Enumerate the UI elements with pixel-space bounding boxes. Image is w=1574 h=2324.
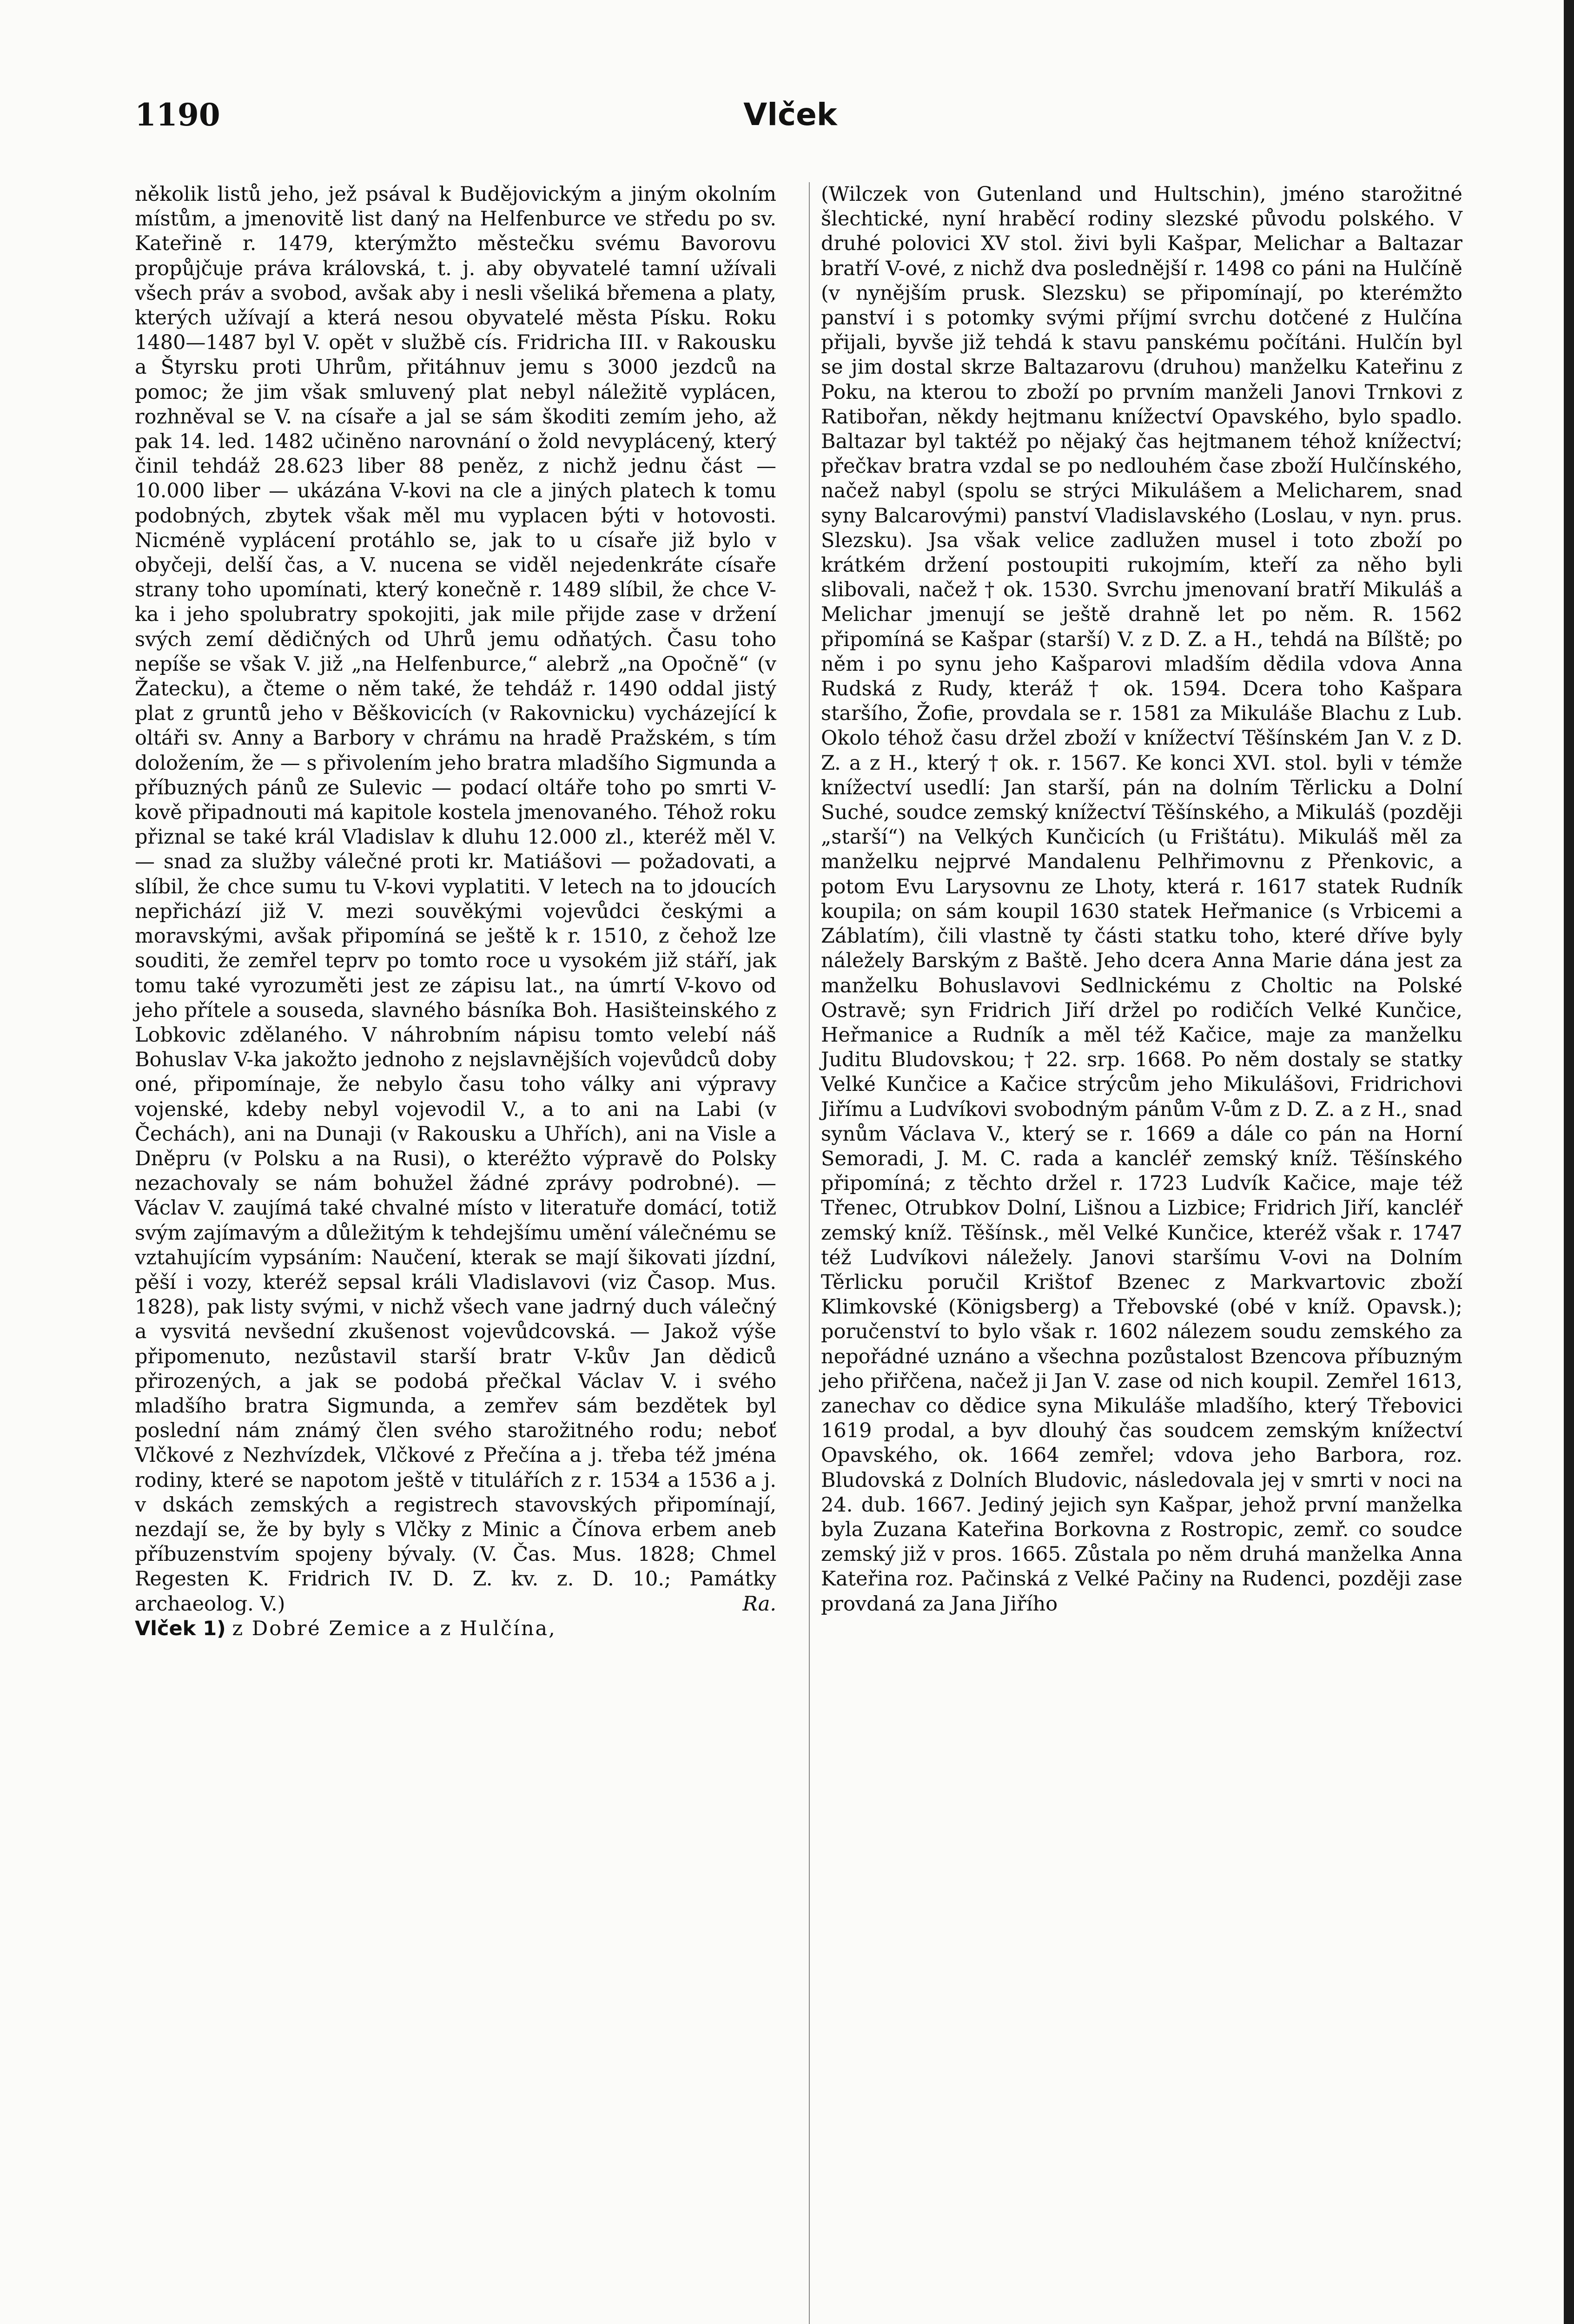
column-divider — [809, 182, 810, 2324]
left-body-text: několik listů jeho, jež psával k Budějovickým a jiným okolním místům, a jmenovitě list daný na Helfenburce ve středu po sv. Kateřině r. 1479, kterýmžto městečku svému Bavorovu propůjčuje práva královská, t. j. aby obyvatelé tamní užívali všech práv a svobod, avšak aby i nesli všeliká břemena a platy, kterých užívají a která nesou obyvatelé města Písku. Roku 1480—1487 byl V. opět v službě cís. Fridricha III. v Rakousku a Štyrsku proti Uhrům, přitáhnuv jemu s 3000 jezdců na pomoc; že jim však smluvený plat nebyl náležitě vyplácen, rozhněval se V. na císaře a jal se sám škoditi zemím jeho, až pak 14. led. 1482 učiněno narovnání o žold nevyplácený, který činil tehdáž 28.623 liber 88 peněz, z nichž jednu část — 10.000 liber — ukázána V-kovi na cle a jiných platech k tomu podobných, zbytek však měl mu vyplacen býti v hotovosti. Nicméně vyplácení protáhlo se, jak to u císaře již bylo v obyčeji, delší čas, a V. nucena se viděl nejedenkráte císaře strany toho upomínati, který konečně r. 1489 slíbil, že chce V-ka i jeho spolubratry spokojiti, jak mile přijde zase v držení svých zemí dědičných od Uhrů jemu odňatých. Času toho nepíše se však V. již „na Helfenburce,“ alebrž „na Opočně“ (v Žatecku), a čteme o něm také, že tehdáž r. 1490 oddal jistý plat z gruntů jeho v Běškovicích (v Rakovnicku) vycházející k oltáři sv. Anny a Barbory v chrámu na hradě Pražském, s tím doložením, že — s přivolením jeho bratra mladšího Sigmunda a příbuzných pánů ze Sulevic — podací oltáře toho po smrti V-kově připadnouti má kapitole kostela jmenovaného. Téhož roku přiznal se také král Vladislav k dluhu 12.000 zl., kteréž měl V. — snad za služby válečné proti kr. Matiášovi — požadovati, a slíbil, že chce sumu tu V-kovi vyplatiti. V letech na to jdoucích nepřichází již V. mezi souvěkými vojevůdci českými a moravskými, avšak připomíná se ještě k r. 1510, z čehož lze souditi, že zemřel teprv po tomto roce u vysokém již stáří, jak tomu také vyrozuměti jest ze zápisu lat., na úmrtí V-kovo od jeho přítele a souseda, slavného básníka Boh. Hasišteinského z Lobkovic zdělaného. V náhrobním nápisu tomto velebí náš Bohuslav V-ka jakožto jednoho z nejslavnějších vojevůdců doby oné, připomínaje, že nebylo času toho války ani výpravy vojenské, kdeby nebyl vojevodil V., a to ani na Labi (v Čechách), ani na Dunaji (v Rakousku a Uhřích), ani na Visle a Dněpru (v Polsku a na Rusi), o kteréžto výpravě do Polsky nezachovaly se nám bohužel žádné zprávy podrobné). — Václav V. zaujímá také chvalné místo v literatuře domácí, totiž svým zajímavým a důležitým k tehdejšímu umění válečnému se vztahujícím vypsáním: Naučení, kterak se mají šikovati jízdní, pěší i vozy, kteréž sepsal králi Vladislavovi (viz Časop. Mus. 1828), pak listy svými, v nichž všech vane jadrný duch válečný a vysvitá nevšední zkušenost vojevůdcovská. — Jakož výše připomenuto, nezůstavil starší bratr V-kův Jan dědiců přirozených, a jak se podobá přečkal Václav V. i svého mladšího bratra Sigmunda, a zemřev sám bezdětek byl poslední nám známý člen svého starožitného rodu; neboť Vlčkové z Nezhvízdek, Vlčkové z Přečína a j. třeba též jména rodiny, které se napotom ještě v titulářích z r. 1534 a 1536 a j. v dskách zemských a registrech stavovských připomínají, nezdají se, že by byly s Vlčky z Minic a Čínova erbem aneb příbuzenstvím spojeny bývaly. (V. Čas. Mus. 1828; Chmel Regesten K. Fridrich IV. D. Z. kv. z. D. 10.; Památky archaeolog. V.) — [135, 183, 776, 1616]
entry-headword: Vlček 1) — [135, 1617, 226, 1640]
right-body-text: (Wilczek von Gutenland und Hultschin), jméno starožitné šlechtické, nyní hraběcí rodiny slezské původu polského. V druhé polovici XV stol. živi byli Kašpar, Melichar a Baltazar bratří V-ové, z nichž dva poslednější r. 1498 co páni na Hulčíně (v nynějším prusk. Slezsku) se připomínají, po kterémžto panství i s potomky svými příjmí svrchu dotčené z Hulčína přijali, byvše již tehdá k stavu panskému počítáni. Hulčín byl se jim dostal skrze Baltazarovu (druhou) manželku Kateřinu z Poku, na kterou to zboží po prvním manželi Janovi Trnkovi z Ratibořan, někdy hejtmanu knížectví Opavského, bylo spadlo. Baltazar byl taktéž po nějaký čas hejtmanem téhož knížectví; přečkav bratra vzdal se po nedlouhém čase zboží Hulčínského, načež nabyl (spolu se strýci Mikulášem a Melicharem, snad syny Balcarovými) panství Vladislavského (Loslau, v nyn. prus. Slezsku). Jsa však velice zadlužen musel i toto zboží po krátkém držení postoupiti rukojmím, kteří za něho byli slibovali, načež † ok. 1530. Svrchu jmenovaní bratří Mikuláš a Melichar jmenují se ještě drahně let po něm. R. 1562 připomíná se Kašpar (starší) V. z D. Z. a H., tehdá na Bílště; po něm i po synu jeho Kašparovi mladším dědila vdova Anna Rudská z Rudy, kteráž † ok. 1594. Dcera toho Kašpara staršího, Žofie, provdala se r. 1581 za Mikuláše Blachu z Lub. Okolo téhož času držel zboží v knížectví Těšínském Jan V. z D. Z. a z H., který † ok. r. 1567. Ke konci XVI. stol. byli v témže knížectví usedlí: Jan starší, pán na dolním Těrlicku a Dolní Suché, soudce zemský knížectví Těšínského, a Mikuláš (později „starší“) na Velkých Kunčicích (u Frištátu). Mikuláš měl za manželku nejprvé Mandalenu Pelhřimovnu z Přenkovic, a potom Evu Larysovnu ze Lhoty, která r. 1617 statek Rudník koupila; on sám koupil 1630 statek Heřmanice (s Vrbicemi a Záblatím), čili vlastně ty části statku toho, které dříve byly náležely Barským z Baště. Jeho dcera Anna Marie dána jest za manželku Bohuslavovi Sedlnickému z Choltic na Polské Ostravě; syn Fridrich Jiří držel po rodičích Velké Kunčice, Heřmanice a Rudník a měl též Kačice, maje za manželku Juditu Bludovskou; † 22. srp. 1668. Po něm dostaly se statky Velké Kunčice a Kačice strýcům jeho Mikulášovi, Fridrichovi Jiřímu a Ludvíkovi svobodným pánům V-ům z D. Z. a z H., snad synům Václava V., který se r. 1669 a dále co pán na Horní Semoradi, J. M. C. rada a kancléř zemský kníž. Těšínského připomíná; z těchto držel r. 1723 Ludvík Kačice, maje též Třenec, Otrubkov Dolní, Lišnou a Lizbice; Fridrich Jiří, kancléř zemský kníž. Těšínsk., měl Velké Kunčice, kteréž však r. 1747 též Ludvíkovi náležely. Janovi staršímu V-ovi na Dolním Těrlicku poručil Krištof Bzenec z Markvartovic zboží Klimkovské (Königsberg) a Třebovské (obé v kníž. Opavsk.); poručenství to bylo však r. 1602 nálezem soudu zemského za nepořádné uznáno a všechna pozůstalost Bzencova příbuzným jeho přiřčena, načež ji Jan V. zase od nich koupil. Zemřel 1613, zanechav co dědice syna Mikuláše mladšího, který Třebovici 1619 prodal, a byv dlouhý čas soudcem zemským knížectví Opavského, ok. 1664 zemřel; vdova jeho Barbora, roz. Bludovská z Dolních Bludovic, následovala jej v smrti v noci na 24. dub. 1667. Jediný jejich syn Kašpar, jehož první manželka byla Zuzana Kateřina Borkovna z Rostropic, zemř. co soudce zemský již v pros. 1665. Zůstala po něm druhá manželka Anna Kateřina roz. Pačinská z Velké Pačiny na Rudenci, později zase provdaná za Jana Jiřího — [821, 183, 1462, 1616]
entry-signature: Ra. — [742, 1592, 776, 1616]
page-number: 1190 — [135, 97, 220, 133]
entry-headword-continuation: z Dobré Zemice a z Hulčína, — [232, 1617, 556, 1640]
right-column — [821, 182, 1462, 1617]
left-column — [135, 182, 776, 1641]
running-head: Vlček — [743, 97, 837, 132]
page-edge-shadow — [1564, 0, 1574, 2324]
next-entry — [135, 1617, 776, 1641]
left-column-text — [135, 182, 776, 1617]
